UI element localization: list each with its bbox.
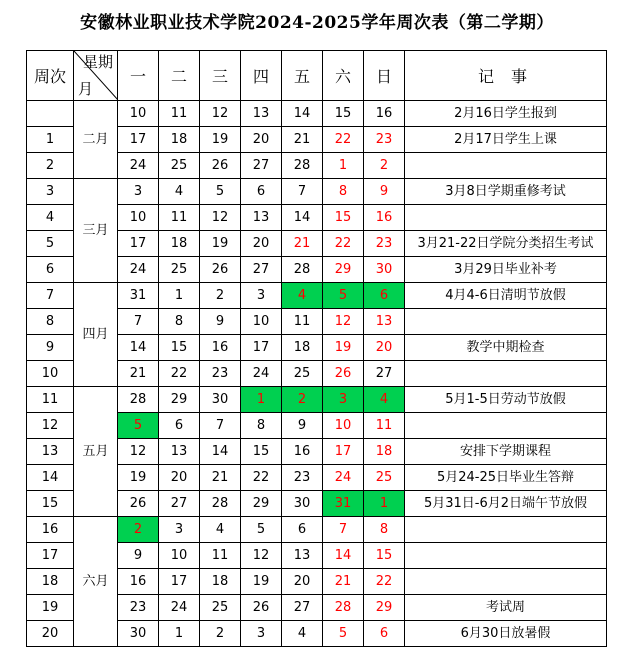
date-cell: 7 — [118, 309, 159, 335]
date-cell: 17 — [118, 127, 159, 153]
date-cell: 16 — [364, 101, 405, 127]
week-number: 13 — [27, 439, 74, 465]
date-cell: 1 — [159, 621, 200, 647]
date-cell: 24 — [118, 153, 159, 179]
date-cell: 5 — [200, 179, 241, 205]
date-cell: 18 — [364, 439, 405, 465]
date-cell: 25 — [364, 465, 405, 491]
week-row — [27, 517, 607, 543]
date-cell: 13 — [241, 205, 282, 231]
date-cell: 21 — [323, 569, 364, 595]
date-cell: 8 — [323, 179, 364, 205]
date-cell: 9 — [364, 179, 405, 205]
week-number: 9 — [27, 335, 74, 361]
header-day: 二 — [159, 51, 200, 101]
date-cell: 19 — [200, 127, 241, 153]
date-cell: 27 — [282, 595, 323, 621]
date-cell: 11 — [364, 413, 405, 439]
week-row — [27, 283, 607, 309]
date-cell: 12 — [241, 543, 282, 569]
holiday-date-cell: 5 — [323, 283, 364, 309]
date-cell: 26 — [323, 361, 364, 387]
date-cell: 27 — [241, 257, 282, 283]
note-cell — [405, 205, 607, 231]
date-cell: 9 — [200, 309, 241, 335]
note-cell — [405, 543, 607, 569]
holiday-date-cell: 5 — [118, 413, 159, 439]
date-cell: 26 — [200, 257, 241, 283]
date-cell: 24 — [159, 595, 200, 621]
date-cell: 28 — [118, 387, 159, 413]
date-cell: 2 — [200, 283, 241, 309]
holiday-date-cell: 1 — [364, 491, 405, 517]
header-corner — [74, 51, 118, 101]
week-number: 14 — [27, 465, 74, 491]
header-day: 日 — [364, 51, 405, 101]
month-label: 五月 — [74, 387, 118, 517]
week-number: 4 — [27, 205, 74, 231]
date-cell: 26 — [118, 491, 159, 517]
date-cell: 25 — [282, 361, 323, 387]
date-cell: 15 — [241, 439, 282, 465]
date-cell: 28 — [282, 153, 323, 179]
date-cell: 3 — [159, 517, 200, 543]
holiday-date-cell: 2 — [118, 517, 159, 543]
date-cell: 10 — [241, 309, 282, 335]
date-cell: 6 — [364, 621, 405, 647]
date-cell: 7 — [323, 517, 364, 543]
date-cell: 23 — [364, 127, 405, 153]
date-cell: 15 — [323, 101, 364, 127]
date-cell: 3 — [118, 179, 159, 205]
date-cell: 15 — [364, 543, 405, 569]
date-cell: 14 — [282, 101, 323, 127]
date-cell: 24 — [118, 257, 159, 283]
date-cell: 21 — [118, 361, 159, 387]
date-cell: 10 — [159, 543, 200, 569]
note-cell — [405, 361, 607, 387]
date-cell: 30 — [118, 621, 159, 647]
date-cell: 11 — [159, 101, 200, 127]
holiday-date-cell: 2 — [282, 387, 323, 413]
header-week: 周次 — [27, 51, 74, 101]
week-number: 7 — [27, 283, 74, 309]
date-cell: 16 — [282, 439, 323, 465]
date-cell: 12 — [200, 205, 241, 231]
header-day: 一 — [118, 51, 159, 101]
date-cell: 18 — [159, 127, 200, 153]
date-cell: 16 — [118, 569, 159, 595]
date-cell: 30 — [200, 387, 241, 413]
date-cell: 18 — [159, 231, 200, 257]
note-cell — [405, 413, 607, 439]
note-cell: 5月31日-6月2日端午节放假 — [405, 491, 607, 517]
note-cell: 5月24-25日毕业生答辩 — [405, 465, 607, 491]
date-cell: 2 — [200, 621, 241, 647]
date-cell: 4 — [282, 621, 323, 647]
date-cell: 17 — [159, 569, 200, 595]
date-cell: 6 — [159, 413, 200, 439]
date-cell: 22 — [241, 465, 282, 491]
date-cell: 22 — [159, 361, 200, 387]
date-cell: 28 — [323, 595, 364, 621]
date-cell: 21 — [282, 231, 323, 257]
holiday-date-cell: 1 — [241, 387, 282, 413]
date-cell: 12 — [200, 101, 241, 127]
date-cell: 11 — [282, 309, 323, 335]
holiday-date-cell: 31 — [323, 491, 364, 517]
date-cell: 31 — [118, 283, 159, 309]
date-cell: 20 — [241, 231, 282, 257]
holiday-date-cell: 4 — [282, 283, 323, 309]
date-cell: 25 — [159, 153, 200, 179]
date-cell: 19 — [241, 569, 282, 595]
date-cell: 25 — [200, 595, 241, 621]
header-day: 四 — [241, 51, 282, 101]
date-cell: 6 — [241, 179, 282, 205]
date-cell: 25 — [159, 257, 200, 283]
date-cell: 29 — [364, 595, 405, 621]
date-cell: 8 — [364, 517, 405, 543]
date-cell: 13 — [241, 101, 282, 127]
date-cell: 20 — [364, 335, 405, 361]
note-cell: 安排下学期课程 — [405, 439, 607, 465]
date-cell: 29 — [241, 491, 282, 517]
date-cell: 27 — [364, 361, 405, 387]
month-label: 二月 — [74, 101, 118, 179]
date-cell: 11 — [200, 543, 241, 569]
note-cell: 4月4-6日清明节放假 — [405, 283, 607, 309]
date-cell: 16 — [200, 335, 241, 361]
date-cell: 20 — [241, 127, 282, 153]
date-cell: 27 — [241, 153, 282, 179]
header-row — [27, 51, 607, 101]
date-cell: 19 — [323, 335, 364, 361]
date-cell: 12 — [323, 309, 364, 335]
date-cell: 30 — [282, 491, 323, 517]
note-cell — [405, 569, 607, 595]
note-cell: 5月1-5日劳动节放假 — [405, 387, 607, 413]
date-cell: 29 — [159, 387, 200, 413]
date-cell: 18 — [282, 335, 323, 361]
note-cell: 2月17日学生上课 — [405, 127, 607, 153]
note-cell: 6月30日放暑假 — [405, 621, 607, 647]
note-cell: 3月29日毕业补考 — [405, 257, 607, 283]
month-label: 三月 — [74, 179, 118, 283]
date-cell: 5 — [241, 517, 282, 543]
month-label: 四月 — [74, 283, 118, 387]
note-cell — [405, 309, 607, 335]
date-cell: 1 — [159, 283, 200, 309]
week-number: 20 — [27, 621, 74, 647]
date-cell: 22 — [323, 231, 364, 257]
holiday-date-cell: 4 — [364, 387, 405, 413]
week-row — [27, 179, 607, 205]
header-notes: 记 事 — [405, 51, 607, 101]
date-cell: 13 — [159, 439, 200, 465]
date-cell: 7 — [200, 413, 241, 439]
date-cell: 28 — [282, 257, 323, 283]
date-cell: 4 — [159, 179, 200, 205]
date-cell: 1 — [323, 153, 364, 179]
date-cell: 13 — [282, 543, 323, 569]
note-cell — [405, 517, 607, 543]
date-cell: 3 — [241, 283, 282, 309]
week-number: 16 — [27, 517, 74, 543]
date-cell: 14 — [323, 543, 364, 569]
note-cell — [405, 153, 607, 179]
date-cell: 26 — [200, 153, 241, 179]
date-cell: 16 — [364, 205, 405, 231]
date-cell: 23 — [200, 361, 241, 387]
week-number: 19 — [27, 595, 74, 621]
date-cell: 23 — [364, 231, 405, 257]
week-row — [27, 101, 607, 127]
holiday-date-cell: 6 — [364, 283, 405, 309]
note-cell: 3月8日学期重修考试 — [405, 179, 607, 205]
date-cell: 17 — [118, 231, 159, 257]
week-number — [27, 101, 74, 127]
date-cell: 9 — [118, 543, 159, 569]
date-cell: 21 — [200, 465, 241, 491]
week-number: 10 — [27, 361, 74, 387]
week-number: 2 — [27, 153, 74, 179]
week-number: 6 — [27, 257, 74, 283]
date-cell: 7 — [282, 179, 323, 205]
date-cell: 28 — [200, 491, 241, 517]
header-corner-weekday: 星期 — [82, 53, 113, 71]
date-cell: 14 — [200, 439, 241, 465]
date-cell: 12 — [118, 439, 159, 465]
date-cell: 24 — [323, 465, 364, 491]
week-number: 8 — [27, 309, 74, 335]
date-cell: 24 — [241, 361, 282, 387]
date-cell: 11 — [159, 205, 200, 231]
date-cell: 10 — [323, 413, 364, 439]
date-cell: 2 — [364, 153, 405, 179]
header-corner-month: 月 — [78, 80, 94, 98]
date-cell: 5 — [323, 621, 364, 647]
week-number: 5 — [27, 231, 74, 257]
date-cell: 20 — [282, 569, 323, 595]
note-cell: 3月21-22日学院分类招生考试 — [405, 231, 607, 257]
month-label: 六月 — [74, 517, 118, 647]
date-cell: 8 — [159, 309, 200, 335]
date-cell: 17 — [323, 439, 364, 465]
date-cell: 19 — [200, 231, 241, 257]
date-cell: 9 — [282, 413, 323, 439]
date-cell: 29 — [323, 257, 364, 283]
note-cell: 考试周 — [405, 595, 607, 621]
note-cell: 2月16日学生报到 — [405, 101, 607, 127]
week-calendar-table — [26, 50, 607, 647]
date-cell: 30 — [364, 257, 405, 283]
date-cell: 8 — [241, 413, 282, 439]
date-cell: 19 — [118, 465, 159, 491]
header-day: 六 — [323, 51, 364, 101]
date-cell: 3 — [241, 621, 282, 647]
date-cell: 21 — [282, 127, 323, 153]
page-title: 安徽林业职业技术学院2024-2025学年周次表（第二学期） — [80, 13, 554, 33]
date-cell: 14 — [282, 205, 323, 231]
date-cell: 18 — [200, 569, 241, 595]
header-day: 五 — [282, 51, 323, 101]
date-cell: 10 — [118, 205, 159, 231]
week-row — [27, 387, 607, 413]
date-cell: 4 — [200, 517, 241, 543]
date-cell: 23 — [282, 465, 323, 491]
week-number: 3 — [27, 179, 74, 205]
date-cell: 20 — [159, 465, 200, 491]
date-cell: 23 — [118, 595, 159, 621]
date-cell: 26 — [241, 595, 282, 621]
date-cell: 17 — [241, 335, 282, 361]
date-cell: 22 — [364, 569, 405, 595]
holiday-date-cell: 3 — [323, 387, 364, 413]
week-number: 12 — [27, 413, 74, 439]
week-number: 11 — [27, 387, 74, 413]
header-day: 三 — [200, 51, 241, 101]
date-cell: 6 — [282, 517, 323, 543]
week-number: 15 — [27, 491, 74, 517]
date-cell: 13 — [364, 309, 405, 335]
week-number: 1 — [27, 127, 74, 153]
date-cell: 15 — [159, 335, 200, 361]
note-cell: 教学中期检查 — [405, 335, 607, 361]
week-number: 18 — [27, 569, 74, 595]
date-cell: 15 — [323, 205, 364, 231]
week-number: 17 — [27, 543, 74, 569]
date-cell: 10 — [118, 101, 159, 127]
date-cell: 22 — [323, 127, 364, 153]
date-cell: 14 — [118, 335, 159, 361]
date-cell: 27 — [159, 491, 200, 517]
